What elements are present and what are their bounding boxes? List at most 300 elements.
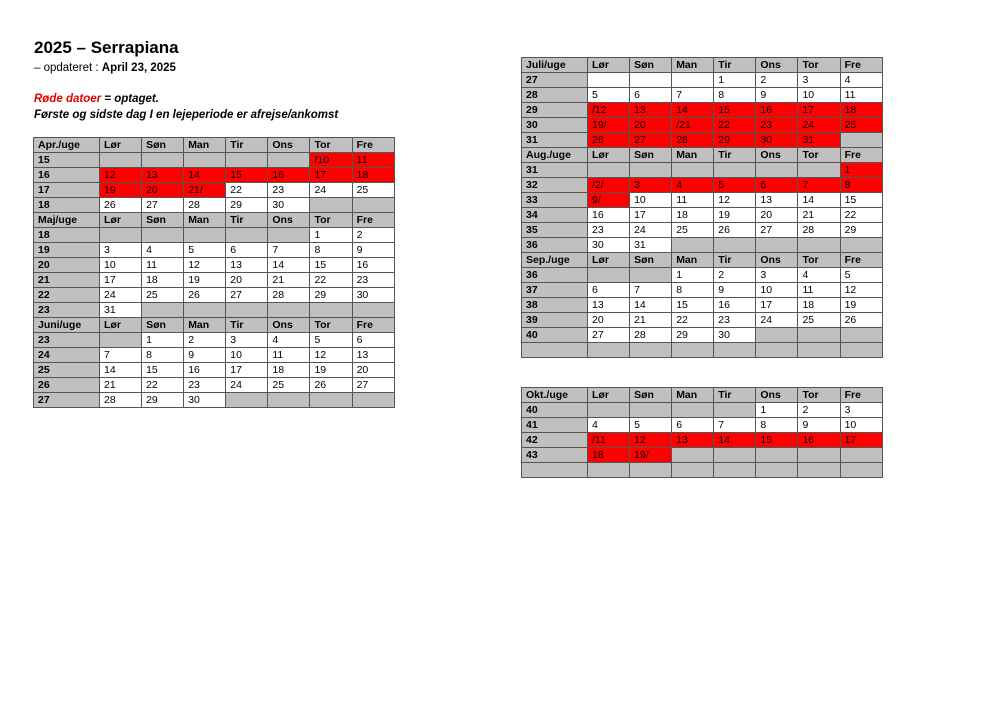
weekday-header: Tor xyxy=(798,148,840,163)
week-number: 31 xyxy=(522,133,588,148)
calendar-header-row xyxy=(34,213,395,228)
day-cell: 27 xyxy=(588,328,630,343)
weekday-header: Man xyxy=(672,253,714,268)
week-number: 15 xyxy=(34,153,100,168)
day-cell xyxy=(142,228,184,243)
month-week-header: Juli/uge xyxy=(522,58,588,73)
day-cell xyxy=(840,448,882,463)
day-cell: 19 xyxy=(840,298,882,313)
day-cell xyxy=(840,133,882,148)
day-cell: 13 xyxy=(226,258,268,273)
weekday-header: Fre xyxy=(840,148,882,163)
day-cell: 12 xyxy=(310,348,352,363)
day-cell: 13 xyxy=(352,348,394,363)
calendar-week-row xyxy=(34,153,395,168)
day-cell: 6 xyxy=(352,333,394,348)
day-cell xyxy=(756,463,798,478)
weekday-header: Man xyxy=(184,213,226,228)
calendar-week-row xyxy=(34,393,395,408)
week-number xyxy=(522,343,588,358)
day-cell xyxy=(630,73,672,88)
day-cell: 1 xyxy=(756,403,798,418)
day-cell xyxy=(798,163,840,178)
day-cell xyxy=(672,463,714,478)
day-cell xyxy=(756,238,798,253)
day-cell: 19 xyxy=(184,273,226,288)
day-cell: 20 xyxy=(756,208,798,223)
weekday-header: Tor xyxy=(310,213,352,228)
booked-day-cell: 16 xyxy=(756,103,798,118)
week-number: 38 xyxy=(522,298,588,313)
booked-day-cell: 18 xyxy=(588,448,630,463)
day-cell xyxy=(226,228,268,243)
day-cell xyxy=(352,393,394,408)
day-cell: 30 xyxy=(184,393,226,408)
day-cell xyxy=(630,163,672,178)
booked-day-cell: 17 xyxy=(798,103,840,118)
month-week-header: Juni/uge xyxy=(34,318,100,333)
day-cell: 7 xyxy=(268,243,310,258)
weekday-header: Tir xyxy=(714,58,756,73)
week-number: 23 xyxy=(34,303,100,318)
day-cell xyxy=(352,303,394,318)
week-number: 41 xyxy=(522,418,588,433)
day-cell: 8 xyxy=(310,243,352,258)
calendar-header-row xyxy=(522,58,883,73)
day-cell xyxy=(268,303,310,318)
day-cell: 26 xyxy=(714,223,756,238)
weekday-header: Tir xyxy=(226,318,268,333)
weekday-header: Tor xyxy=(310,318,352,333)
day-cell xyxy=(142,153,184,168)
day-cell xyxy=(798,238,840,253)
calendar-week-row xyxy=(34,288,395,303)
calendar-week-row xyxy=(522,343,883,358)
calendar-week-row xyxy=(522,433,883,448)
day-cell: 24 xyxy=(226,378,268,393)
day-cell xyxy=(630,343,672,358)
day-cell: 25 xyxy=(798,313,840,328)
week-number: 30 xyxy=(522,118,588,133)
calendar-week-row xyxy=(522,193,883,208)
week-number: 25 xyxy=(34,363,100,378)
day-cell: 24 xyxy=(756,313,798,328)
day-cell xyxy=(798,448,840,463)
calendar-week-row xyxy=(522,103,883,118)
day-cell: 14 xyxy=(268,258,310,273)
day-cell: 3 xyxy=(798,73,840,88)
week-number: 33 xyxy=(522,193,588,208)
day-cell: 22 xyxy=(142,378,184,393)
day-cell xyxy=(588,463,630,478)
updated-prefix: – opdateret : xyxy=(34,62,102,74)
day-cell: 31 xyxy=(100,303,142,318)
calendar-week-row xyxy=(522,163,883,178)
week-number: 23 xyxy=(34,333,100,348)
week-number: 36 xyxy=(522,238,588,253)
weekday-header: Fre xyxy=(352,138,394,153)
day-cell xyxy=(798,328,840,343)
weekday-header: Ons xyxy=(268,318,310,333)
booked-day-cell: 6 xyxy=(756,178,798,193)
day-cell xyxy=(100,228,142,243)
day-cell xyxy=(840,343,882,358)
day-cell: 27 xyxy=(226,288,268,303)
week-number: 21 xyxy=(34,273,100,288)
booked-day-cell: 4 xyxy=(672,178,714,193)
day-cell: 16 xyxy=(352,258,394,273)
day-cell: 2 xyxy=(352,228,394,243)
day-cell xyxy=(588,163,630,178)
day-cell: 24 xyxy=(100,288,142,303)
calendar-body xyxy=(34,138,395,408)
day-cell: 10 xyxy=(226,348,268,363)
booked-day-cell: /21 xyxy=(672,118,714,133)
week-number: 24 xyxy=(34,348,100,363)
day-cell: 4 xyxy=(798,268,840,283)
calendar-week-row xyxy=(34,198,395,213)
day-cell: 20 xyxy=(588,313,630,328)
day-cell: 9 xyxy=(714,283,756,298)
calendar-week-row xyxy=(34,228,395,243)
weekday-header: Man xyxy=(672,388,714,403)
calendar-header-row xyxy=(522,388,883,403)
month-week-header: Apr./uge xyxy=(34,138,100,153)
month-week-header: Okt./uge xyxy=(522,388,588,403)
calendar-header-row xyxy=(522,148,883,163)
day-cell: 5 xyxy=(184,243,226,258)
day-cell xyxy=(100,333,142,348)
weekday-header: Tor xyxy=(798,58,840,73)
day-cell xyxy=(756,343,798,358)
booked-day-cell: 26 xyxy=(588,133,630,148)
weekday-header: Lør xyxy=(100,318,142,333)
calendar-week-row xyxy=(34,348,395,363)
week-number: 17 xyxy=(34,183,100,198)
weekday-header: Ons xyxy=(756,253,798,268)
updated-line xyxy=(34,62,176,74)
day-cell: 27 xyxy=(756,223,798,238)
weekday-header: Man xyxy=(672,58,714,73)
day-cell: 5 xyxy=(630,418,672,433)
booked-day-cell: /11 xyxy=(588,433,630,448)
day-cell xyxy=(672,343,714,358)
day-cell: 10 xyxy=(756,283,798,298)
day-cell xyxy=(630,463,672,478)
day-cell xyxy=(588,343,630,358)
booked-day-cell: 25 xyxy=(840,118,882,133)
weekday-header: Man xyxy=(184,318,226,333)
calendar-week-row xyxy=(522,88,883,103)
calendar-header-row xyxy=(34,318,395,333)
booked-day-cell: 22 xyxy=(714,118,756,133)
booked-day-cell: 11 xyxy=(352,153,394,168)
weekday-header: Søn xyxy=(630,148,672,163)
day-cell: 12 xyxy=(714,193,756,208)
day-cell: 30 xyxy=(352,288,394,303)
weekday-header: Tir xyxy=(226,138,268,153)
weekday-header: Man xyxy=(672,148,714,163)
day-cell: 10 xyxy=(630,193,672,208)
day-cell: 23 xyxy=(588,223,630,238)
day-cell: 28 xyxy=(268,288,310,303)
day-cell: 8 xyxy=(672,283,714,298)
calendar-week-row xyxy=(522,448,883,463)
day-cell xyxy=(588,268,630,283)
day-cell: 11 xyxy=(142,258,184,273)
day-cell: 2 xyxy=(756,73,798,88)
day-cell: 31 xyxy=(630,238,672,253)
day-cell: 30 xyxy=(588,238,630,253)
day-cell: 28 xyxy=(100,393,142,408)
day-cell: 5 xyxy=(588,88,630,103)
calendar-apr-jun xyxy=(33,137,395,408)
day-cell: 6 xyxy=(672,418,714,433)
booked-day-cell: 16 xyxy=(798,433,840,448)
day-cell: 24 xyxy=(310,183,352,198)
booked-day-cell: 13 xyxy=(672,433,714,448)
day-cell: 21 xyxy=(630,313,672,328)
calendar-week-row xyxy=(34,303,395,318)
booked-day-cell: 13 xyxy=(630,103,672,118)
day-cell: 17 xyxy=(630,208,672,223)
day-cell: 14 xyxy=(630,298,672,313)
day-cell: 29 xyxy=(672,328,714,343)
calendar-body xyxy=(522,388,883,478)
booked-day-cell: 15 xyxy=(714,103,756,118)
day-cell: 25 xyxy=(268,378,310,393)
calendar-week-row xyxy=(522,403,883,418)
calendar-week-row xyxy=(522,418,883,433)
day-cell: 9 xyxy=(798,418,840,433)
booked-day-cell: 18 xyxy=(352,168,394,183)
day-cell xyxy=(630,268,672,283)
day-cell: 13 xyxy=(756,193,798,208)
day-cell: 21 xyxy=(798,208,840,223)
booked-day-cell: 1 xyxy=(840,163,882,178)
day-cell xyxy=(840,328,882,343)
week-number: 19 xyxy=(34,243,100,258)
day-cell xyxy=(756,163,798,178)
day-cell: 7 xyxy=(672,88,714,103)
day-cell xyxy=(630,403,672,418)
day-cell: 17 xyxy=(226,363,268,378)
day-cell: 1 xyxy=(714,73,756,88)
day-cell: 5 xyxy=(840,268,882,283)
booked-day-cell: 12 xyxy=(100,168,142,183)
booked-day-cell: /12 xyxy=(588,103,630,118)
booked-day-cell: /10 xyxy=(310,153,352,168)
weekday-header: Tor xyxy=(798,253,840,268)
week-number: 40 xyxy=(522,328,588,343)
day-cell xyxy=(672,73,714,88)
week-number: 27 xyxy=(34,393,100,408)
day-cell: 19 xyxy=(714,208,756,223)
day-cell: 24 xyxy=(630,223,672,238)
day-cell xyxy=(268,228,310,243)
day-cell: 4 xyxy=(142,243,184,258)
day-cell: 21 xyxy=(100,378,142,393)
weekday-header: Lør xyxy=(588,253,630,268)
day-cell xyxy=(310,303,352,318)
day-cell xyxy=(100,153,142,168)
day-cell: 1 xyxy=(142,333,184,348)
week-number: 34 xyxy=(522,208,588,223)
day-cell: 19 xyxy=(310,363,352,378)
booked-day-cell: 15 xyxy=(226,168,268,183)
day-cell: 10 xyxy=(798,88,840,103)
calendar-week-row xyxy=(34,378,395,393)
calendar-header-row xyxy=(34,138,395,153)
day-cell: 18 xyxy=(142,273,184,288)
calendar-week-row xyxy=(522,313,883,328)
day-cell: 27 xyxy=(142,198,184,213)
weekday-header: Søn xyxy=(142,318,184,333)
booked-day-cell: 12 xyxy=(630,433,672,448)
week-number: 39 xyxy=(522,313,588,328)
booked-day-cell: 16 xyxy=(268,168,310,183)
booked-day-cell: 8 xyxy=(840,178,882,193)
calendar-week-row xyxy=(522,268,883,283)
weekday-header: Tir xyxy=(714,388,756,403)
day-cell: 8 xyxy=(714,88,756,103)
booked-day-cell: 14 xyxy=(714,433,756,448)
weekday-header: Søn xyxy=(630,253,672,268)
week-number: 42 xyxy=(522,433,588,448)
day-cell xyxy=(184,153,226,168)
day-cell: 29 xyxy=(142,393,184,408)
day-cell xyxy=(268,153,310,168)
day-cell: 17 xyxy=(756,298,798,313)
day-cell: 2 xyxy=(184,333,226,348)
weekday-header: Lør xyxy=(100,138,142,153)
weekday-header: Lør xyxy=(588,148,630,163)
day-cell: 7 xyxy=(630,283,672,298)
weekday-header: Lør xyxy=(100,213,142,228)
day-cell xyxy=(714,163,756,178)
day-cell: 21 xyxy=(268,273,310,288)
calendar-oct xyxy=(521,387,883,478)
day-cell: 22 xyxy=(672,313,714,328)
day-cell: 29 xyxy=(226,198,268,213)
calendar-week-row xyxy=(522,118,883,133)
booked-day-cell: 19/ xyxy=(588,118,630,133)
day-cell: 22 xyxy=(840,208,882,223)
calendar-body xyxy=(522,58,883,358)
day-cell: 6 xyxy=(630,88,672,103)
day-cell: 18 xyxy=(798,298,840,313)
week-number: 43 xyxy=(522,448,588,463)
day-cell: 22 xyxy=(226,183,268,198)
day-cell xyxy=(184,228,226,243)
day-cell xyxy=(756,328,798,343)
calendar-jul-sep xyxy=(521,57,883,358)
calendar-week-row xyxy=(34,273,395,288)
booked-day-cell: 18 xyxy=(840,103,882,118)
day-cell: 9 xyxy=(184,348,226,363)
calendar-week-row xyxy=(522,178,883,193)
week-number: 28 xyxy=(522,88,588,103)
weekday-header: Tir xyxy=(226,213,268,228)
calendar-week-row xyxy=(34,333,395,348)
weekday-header: Søn xyxy=(630,58,672,73)
week-number: 26 xyxy=(34,378,100,393)
calendar-week-row xyxy=(522,208,883,223)
booked-day-cell: 21/ xyxy=(184,183,226,198)
day-cell xyxy=(268,393,310,408)
day-cell: 25 xyxy=(672,223,714,238)
weekday-header: Ons xyxy=(756,58,798,73)
booked-day-cell: 14 xyxy=(184,168,226,183)
day-cell xyxy=(714,403,756,418)
month-week-header: Aug./uge xyxy=(522,148,588,163)
booked-day-cell: 7 xyxy=(798,178,840,193)
day-cell xyxy=(798,463,840,478)
weekday-header: Fre xyxy=(352,213,394,228)
day-cell: 13 xyxy=(588,298,630,313)
legend-note: Første og sidste dag I en lejeperiode er afrejse/ankomst xyxy=(34,109,339,121)
day-cell: 27 xyxy=(352,378,394,393)
weekday-header: Søn xyxy=(142,213,184,228)
booked-day-cell: 23 xyxy=(756,118,798,133)
day-cell xyxy=(840,463,882,478)
day-cell: 1 xyxy=(310,228,352,243)
week-number xyxy=(522,463,588,478)
day-cell: 28 xyxy=(798,223,840,238)
day-cell: 8 xyxy=(142,348,184,363)
day-cell: 6 xyxy=(226,243,268,258)
day-cell: 12 xyxy=(840,283,882,298)
day-cell: 14 xyxy=(798,193,840,208)
day-cell: 9 xyxy=(756,88,798,103)
weekday-header: Fre xyxy=(840,58,882,73)
weekday-header: Ons xyxy=(756,148,798,163)
calendar-week-row xyxy=(522,238,883,253)
booked-day-cell: /2/ xyxy=(588,178,630,193)
day-cell: 15 xyxy=(672,298,714,313)
month-week-header: Sep./uge xyxy=(522,253,588,268)
day-cell xyxy=(310,393,352,408)
weekday-header: Ons xyxy=(268,138,310,153)
day-cell: 2 xyxy=(714,268,756,283)
day-cell xyxy=(798,343,840,358)
day-cell xyxy=(672,448,714,463)
week-number: 22 xyxy=(34,288,100,303)
week-number: 20 xyxy=(34,258,100,273)
day-cell: 16 xyxy=(588,208,630,223)
day-cell xyxy=(226,393,268,408)
day-cell: 7 xyxy=(100,348,142,363)
day-cell xyxy=(352,198,394,213)
day-cell: 23 xyxy=(714,313,756,328)
day-cell: 26 xyxy=(184,288,226,303)
calendar-week-row xyxy=(34,363,395,378)
day-cell: 11 xyxy=(798,283,840,298)
week-number: 37 xyxy=(522,283,588,298)
booked-day-cell: 20 xyxy=(630,118,672,133)
day-cell xyxy=(714,238,756,253)
calendar-week-row xyxy=(522,133,883,148)
day-cell: 20 xyxy=(352,363,394,378)
day-cell xyxy=(756,448,798,463)
day-cell: 8 xyxy=(756,418,798,433)
day-cell xyxy=(672,403,714,418)
booked-day-cell: 29 xyxy=(714,133,756,148)
calendar-week-row xyxy=(34,168,395,183)
calendar-week-row xyxy=(522,73,883,88)
day-cell: 26 xyxy=(310,378,352,393)
day-cell: 10 xyxy=(840,418,882,433)
